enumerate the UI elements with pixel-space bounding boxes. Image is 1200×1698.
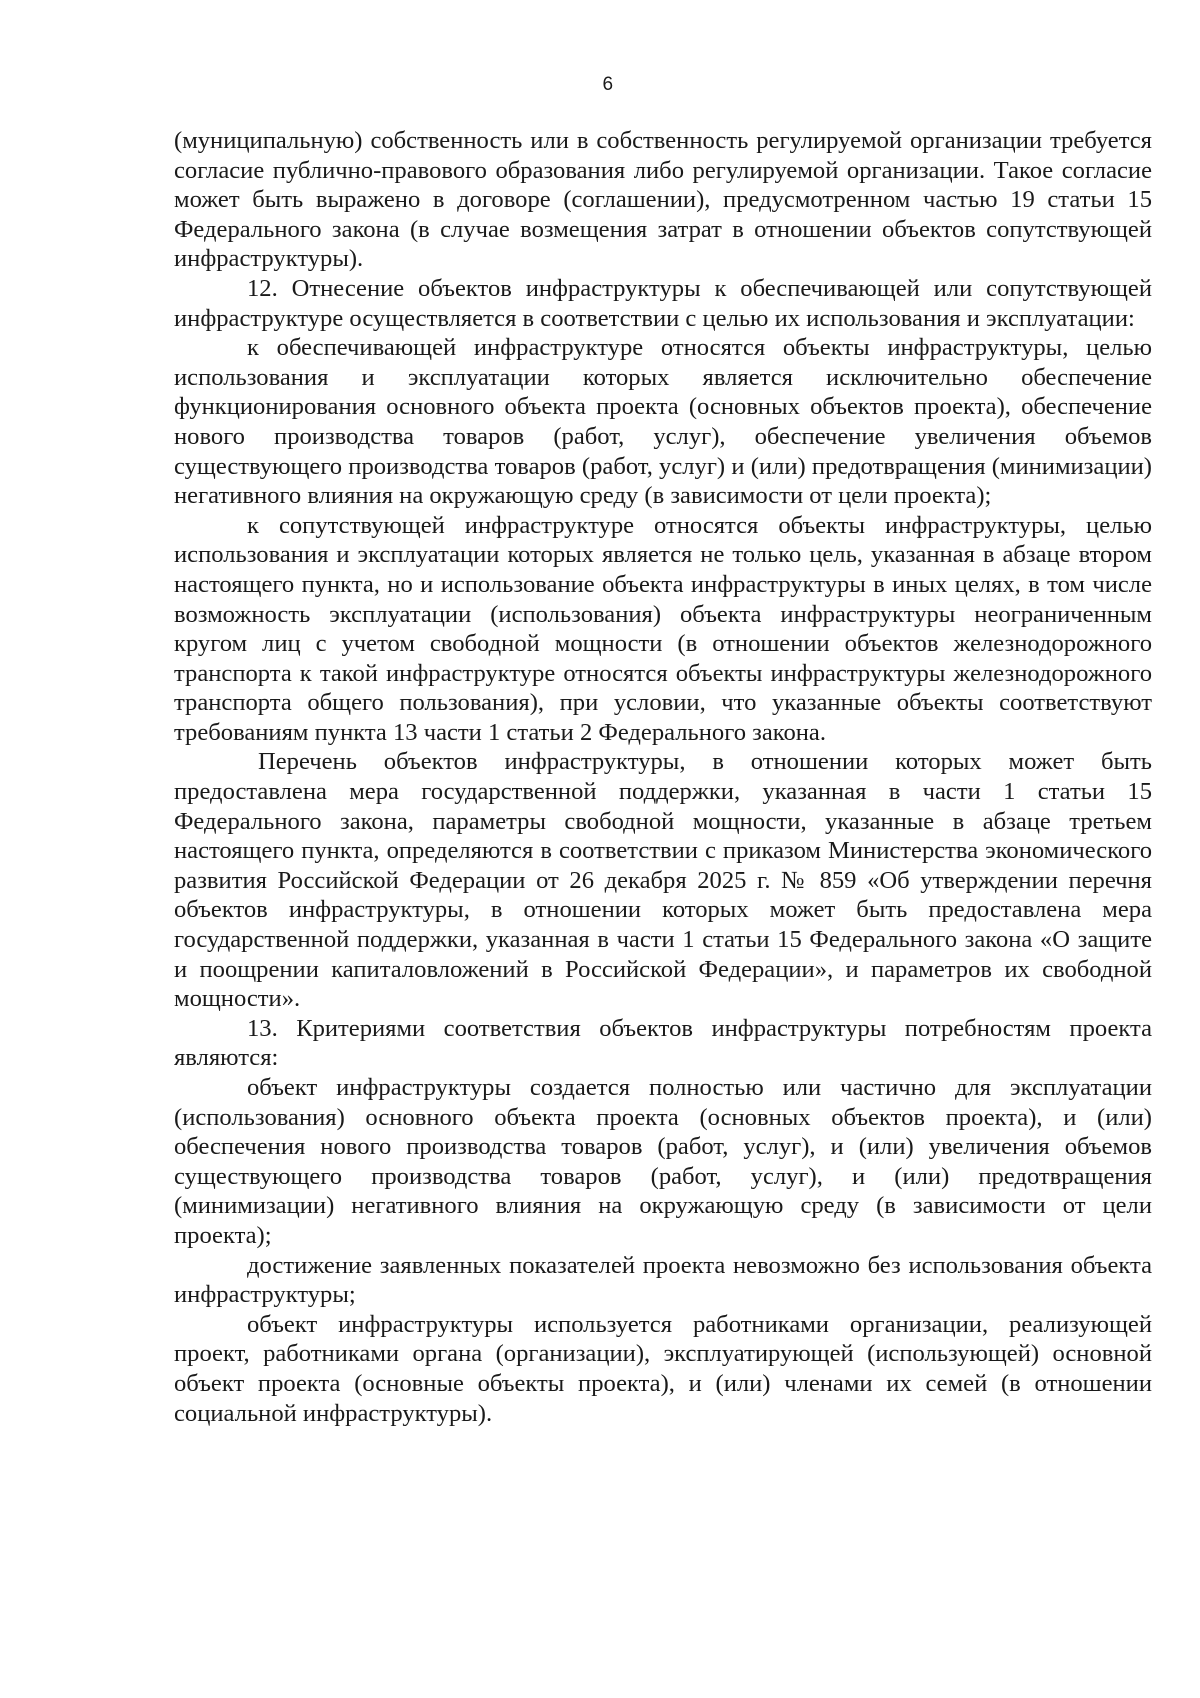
paragraph-infrastructure-list: Перечень объектов инфраструктуры, в отношении которых может быть предоставлена мера государственной поддержки, указанная в части 1 статьи 15 Федерального закона, параметры свободной мощности, указанные в абзаце третьем настоящего пункта, определяются в соответствии с приказом Министерства экономического развития Российской Федерации от 26 декабря 2025 г. № 859 «Об утверждении перечня объектов инфраструктуры, в отношении которых может быть предоставлена мера государственной поддержки, указанная в части 1 статьи 15 Федерального закона «О защите и поощрении капиталовложений в Российской Федерации», и параметров их свободной мощности». — [174, 748, 1152, 1013]
paragraph-accompanying-infrastructure: к сопутствующей инфраструктуре относятся объекты инфраструктуры, целью использования и эксплуатации которых является не только цель, указанная в абзаце втором настоящего пункта, но и использование объекта инфраструктуры в иных целях, в том числе возможность эксплуатации (использования) объекта инфраструктуры неограниченным кругом лиц с учетом свободной мощности (в отношении объектов железнодорожного транспорта к такой инфраструктуре относятся объекты инфраструктуры железнодорожного транспорта общего пользования), при условии, что указанные объекты соответствуют требованиям пункта 13 части 1 статьи 2 Федерального закона. — [174, 511, 1152, 746]
paragraph-criterion-1: объект инфраструктуры создается полностью или частично для эксплуатации (использования) основного объекта проекта (основных объектов проекта), и (или) обеспечения нового производства товаров (работ, услуг), и (или) увеличения объемов существующего производства товаров (работ, услуг), и (или) предотвращения (минимизации) негативного влияния на окружающую среду (в зависимости от цели проекта); — [174, 1074, 1152, 1249]
paragraph-continuation: (муниципальную) собственность или в собственность регулируемой организации требуется согласие публично-правового образования либо регулируемой организации. Такое согласие может быть выражено в договоре (соглашении), предусмотренном частью 19 статьи 15 Федерального закона (в случае возмещения затрат в отношении объектов сопутствующей инфраструктуры). — [174, 127, 1152, 273]
paragraph-item-12: 12. Отнесение объектов инфраструктуры к обеспечивающей или сопутствующей инфраструктуре осуществляется в соответствии с целью их использования и эксплуатации: — [174, 274, 1152, 332]
document-body — [174, 126, 1152, 1428]
page-number: 6 — [602, 74, 614, 95]
paragraph-item-13: 13. Критериями соответствия объектов инфраструктуры потребностям проекта являются: — [174, 1014, 1152, 1072]
paragraph-criterion-2: достижение заявленных показателей проекта невозможно без использования объекта инфраструктуры; — [174, 1251, 1152, 1309]
paragraph-criterion-3: объект инфраструктуры используется работниками организации, реализующей проект, работниками органа (организации), эксплуатирующей (использующей) основной объект проекта (основные объекты проекта), и (или) членами их семей (в отношении социальной инфраструктуры). — [174, 1310, 1152, 1427]
paragraph-supporting-infrastructure: к обеспечивающей инфраструктуре относятся объекты инфраструктуры, целью использования и эксплуатации которых является исключительно обеспечение функционирования основного объекта проекта (основных объектов проекта), обеспечение нового производства товаров (работ, услуг), обеспечение увеличения объемов существующего производства товаров (работ, услуг) и (или) предотвращения (минимизации) негативного влияния на окружающую среду (в зависимости от цели проекта); — [174, 334, 1152, 510]
